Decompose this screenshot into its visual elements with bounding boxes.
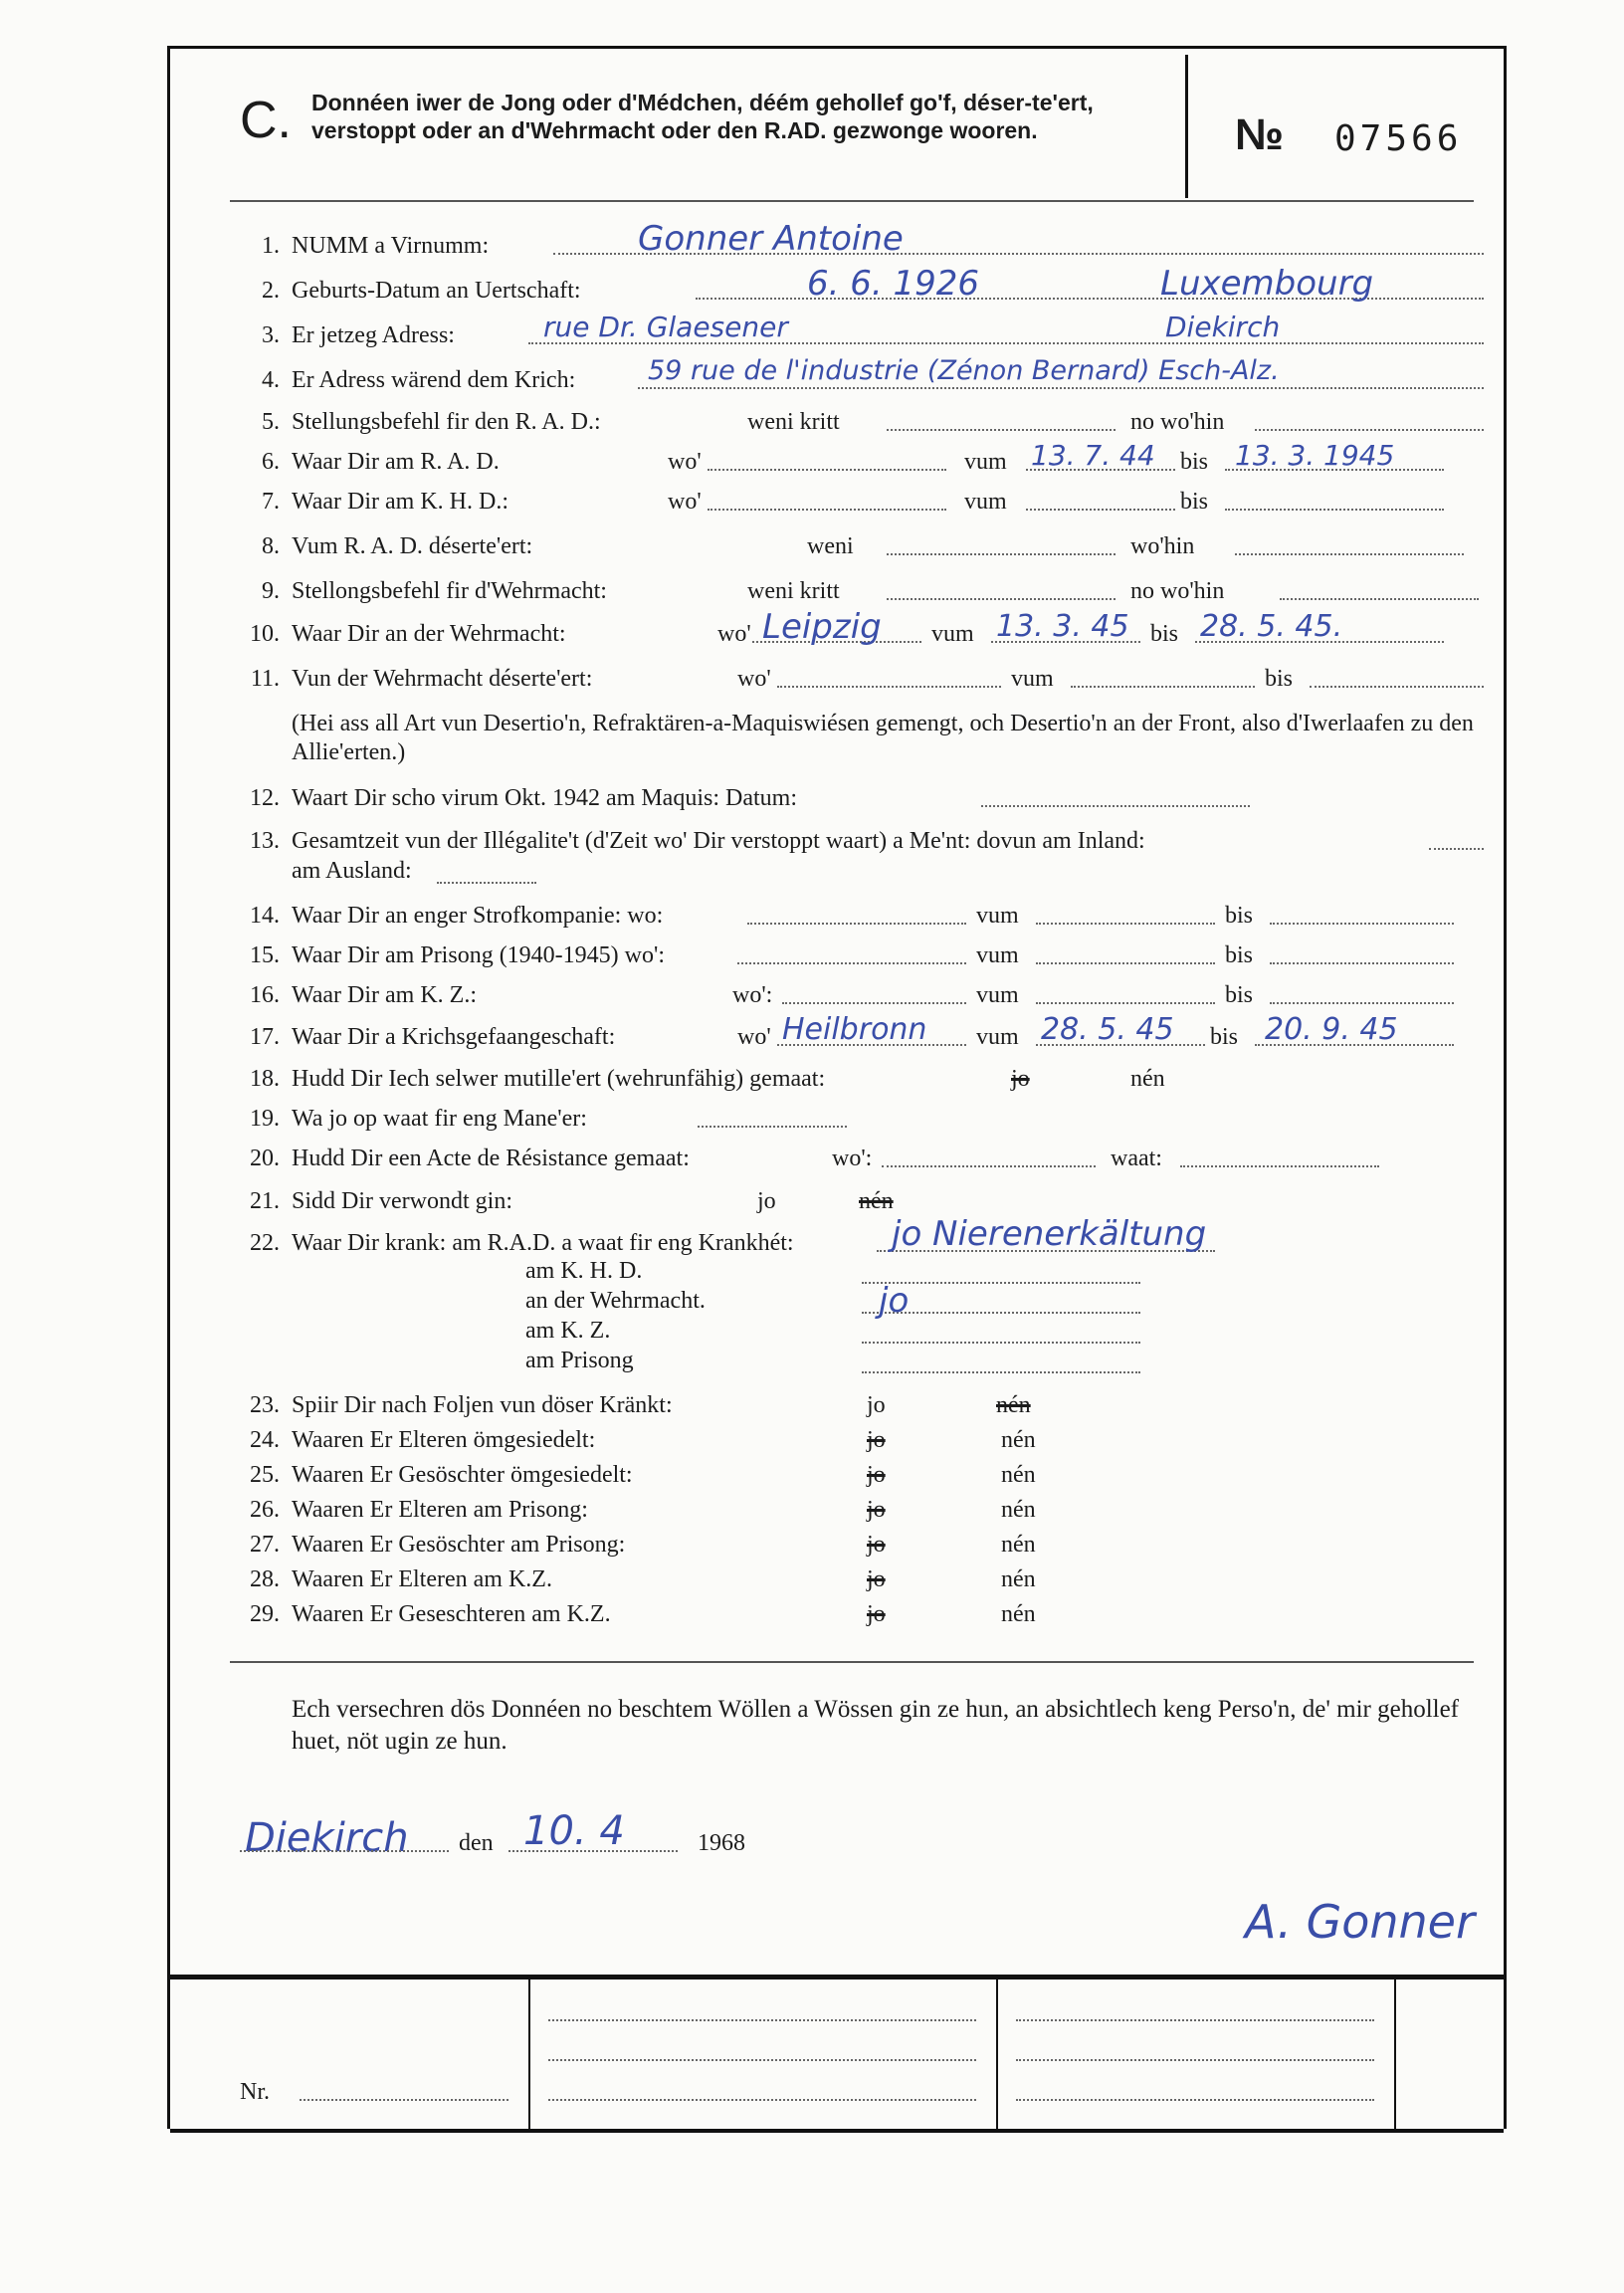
row-number: 29.: [250, 1601, 280, 1627]
option-jo: jo: [867, 1392, 886, 1418]
option-jo: jo: [757, 1188, 776, 1214]
row-label: Waaren Er Geseschteren am K.Z.: [292, 1601, 611, 1627]
field-label: weni kritt: [747, 578, 840, 604]
row-manner: [240, 1106, 1484, 1146]
row-label: Waaren Er Elteren ömgesiedelt:: [292, 1427, 596, 1453]
row-label: Vun der Wehrmacht déserte'ert:: [292, 666, 593, 692]
option-nen-struck: nén: [996, 1392, 1031, 1418]
row-label: Waaren Er Elteren am K.Z.: [292, 1566, 552, 1592]
den-label: den: [459, 1830, 494, 1856]
option-nen: nén: [1001, 1566, 1036, 1592]
row-label: Waar Dir an enger Strofkompanie: wo:: [292, 903, 664, 929]
fill-line: [708, 449, 946, 471]
fill-line: [548, 2079, 976, 2101]
row-rad-desert: [240, 533, 1484, 573]
field-label: vum: [964, 489, 1007, 515]
row-label: Geburts-Datum an Uertschaft:: [292, 278, 581, 304]
row-parents-kz: [240, 1566, 1484, 1606]
header-divider: [1185, 55, 1188, 198]
row-number: 20.: [250, 1146, 280, 1171]
fill-line: [1180, 1146, 1379, 1167]
row-number: 27.: [250, 1532, 280, 1558]
header-rule: [230, 200, 1474, 202]
fill-line: [1270, 982, 1454, 1004]
row-wehrmacht-desert: [240, 666, 1484, 706]
row-number: 7.: [262, 489, 280, 515]
option-nen: nén: [1001, 1532, 1036, 1558]
field-label: bis: [1150, 621, 1179, 647]
field-label: vum: [1011, 666, 1054, 692]
row-maquis: [240, 785, 1484, 825]
field-label: vum: [976, 982, 1019, 1008]
handwritten-birth-place: Luxembourg: [1160, 264, 1374, 304]
fill-line: [437, 862, 536, 884]
field-label: wo': [737, 1024, 771, 1050]
row-number: 5.: [262, 409, 280, 435]
handwritten-pow-place: Heilbronn: [782, 1012, 927, 1047]
fill-line: [1036, 903, 1215, 925]
fill-line: [1310, 666, 1484, 688]
row-label: Waaren Er Gesöschter am Prisong:: [292, 1532, 626, 1558]
fill-line: [887, 533, 1116, 555]
sick-sub-khd: am K. H. D.: [525, 1258, 643, 1284]
fill-line: [708, 489, 946, 511]
handwritten-sick-wehrmacht: jo: [879, 1281, 910, 1321]
option-nen: nén: [1130, 1066, 1165, 1092]
field-label: wo': [668, 449, 702, 475]
row-number: 17.: [250, 1024, 280, 1050]
row-number: 16.: [250, 982, 280, 1008]
option-jo-struck: jo: [867, 1497, 886, 1523]
handwritten-rad-from: 13. 7. 44: [1031, 439, 1155, 472]
row-number: 10.: [250, 621, 280, 647]
row-number: 13.: [250, 828, 280, 854]
fill-line: [1016, 2039, 1374, 2061]
handwritten-place: Diekirch: [245, 1815, 409, 1861]
option-nen: nén: [1001, 1462, 1036, 1488]
handwritten-pow-from: 28. 5. 45: [1041, 1012, 1174, 1047]
signature: A. Gonner: [1245, 1895, 1475, 1949]
handwritten-date: 10. 4: [523, 1808, 625, 1854]
row-label: Waart Dir scho virum Okt. 1942 am Maquis: Datum:: [292, 785, 797, 811]
row-number: 26.: [250, 1497, 280, 1523]
form-header: [170, 49, 1504, 198]
field-label: vum: [931, 621, 974, 647]
row11-note: (Hei ass all Art vun Desertio'n, Refraktären-a-Maquiswiésen gemengt, och Desertio'n an der Front, also d'Iwerlaafen zu den Allie'erten.): [292, 711, 1474, 765]
row-number: 3.: [262, 322, 280, 348]
option-jo-struck: jo: [867, 1601, 886, 1627]
row-number: 21.: [250, 1188, 280, 1214]
option-jo-struck: jo: [867, 1462, 886, 1488]
option-jo-struck: jo: [867, 1427, 886, 1453]
row-label: Hudd Dir Iech selwer mutille'ert (wehrunfähig) gemaat:: [292, 1066, 826, 1092]
field-label: bis: [1225, 982, 1254, 1008]
fill-line: [698, 1106, 847, 1128]
field-label: no wo'hin: [1130, 409, 1225, 435]
fill-line: [747, 903, 966, 925]
option-nen-struck: nén: [859, 1188, 894, 1214]
box-divider: [1394, 1980, 1396, 2129]
row-parents-resettled: [240, 1427, 1484, 1467]
row-number: 9.: [262, 578, 280, 604]
row-parents-prison: [240, 1497, 1484, 1537]
field-label: wo':: [732, 982, 773, 1008]
row-label: Waar Dir am R. A. D.: [292, 449, 500, 475]
row-strafkompanie: [240, 903, 1484, 942]
row-number: 28.: [250, 1566, 280, 1592]
row-number: 8.: [262, 533, 280, 559]
sick-sub-kz: am K. Z.: [525, 1318, 611, 1344]
fill-line: [548, 1999, 976, 2021]
row-label: Waaren Er Gesöschter ömgesiedelt:: [292, 1462, 633, 1488]
fill-line: [1036, 942, 1215, 964]
row-siblings-resettled: [240, 1462, 1484, 1502]
handwritten-name: Gonner Antoine: [638, 219, 904, 259]
form-number: 07566: [1334, 118, 1463, 159]
row-number: 14.: [250, 903, 280, 929]
handwritten-birth-date: 6. 6. 1926: [807, 264, 980, 304]
row-number: 18.: [250, 1066, 280, 1092]
handwritten-war-address: 59 rue de l'industrie (Zénon Bernard) Esch-Alz.: [648, 355, 1280, 386]
row-number: 25.: [250, 1462, 280, 1488]
option-nen: nén: [1001, 1497, 1036, 1523]
field-label: bis: [1180, 449, 1209, 475]
handwritten-rad-to: 13. 3. 1945: [1235, 439, 1395, 472]
fill-line: [240, 1830, 449, 1852]
option-jo-struck: jo: [1011, 1066, 1030, 1092]
fill-line: [737, 942, 966, 964]
row-label: Waar Dir am K. H. D.:: [292, 489, 509, 515]
fill-line: [1071, 666, 1255, 688]
field-label: vum: [976, 903, 1019, 929]
fill-line: [1270, 942, 1454, 964]
row-label: Waaren Er Elteren am Prisong:: [292, 1497, 588, 1523]
form-title: Donnéen iwer de Jong oder d'Médchen, déém gehollef go'f, déser-te'ert, verstoppt oder an d'Wehrmacht oder den R.AD. gezwonge wooren.: [311, 90, 1094, 143]
handwritten-wehrmacht-place: Leipzig: [762, 607, 882, 647]
row-number: 22.: [250, 1230, 280, 1256]
handwritten-address: rue Dr. Glaesener: [543, 311, 788, 343]
row-number: 15.: [250, 942, 280, 968]
fill-line: [1235, 533, 1464, 555]
option-jo-struck: jo: [867, 1532, 886, 1558]
declaration-rule: [230, 1661, 1474, 1663]
row-label: Waar Dir am K. Z.:: [292, 982, 477, 1008]
fill-line: [1036, 982, 1215, 1004]
row-label: Er Adress wärend dem Krich:: [292, 367, 576, 393]
handwritten-wehrmacht-to: 28. 5. 45.: [1200, 609, 1343, 644]
fill-line: [981, 785, 1250, 807]
fill-line: [887, 409, 1116, 431]
declaration-text: Ech versechren dös Donnéen no beschtem Wöllen a Wössen gin ze hun, an absichtlech keng Perso'n, de' mir gehollef huet, nöt ugin ze hun.: [292, 1696, 1460, 1755]
handwritten-town: Diekirch: [1165, 311, 1281, 343]
row-illegality: [240, 828, 1484, 868]
row-khd: [240, 489, 1484, 528]
field-label: vum: [976, 1024, 1019, 1050]
option-jo-struck: jo: [867, 1566, 886, 1592]
row-label: Waar Dir am Prisong (1940-1945) wo':: [292, 942, 665, 968]
row-number: 19.: [250, 1106, 280, 1132]
row-label: Spiir Dir nach Foljen vun döser Kränkt:: [292, 1392, 673, 1418]
form-page: [167, 46, 1507, 2129]
field-label: weni kritt: [747, 409, 840, 435]
row-label: Er jetzeg Adress:: [292, 322, 455, 348]
row-number: 6.: [262, 449, 280, 475]
year: 1968: [698, 1830, 745, 1856]
field-label: bis: [1180, 489, 1209, 515]
row-prisong: [240, 942, 1484, 982]
row-number: 12.: [250, 785, 280, 811]
field-label: bis: [1225, 942, 1254, 968]
row-label: Waar Dir krank: am R.A.D. a waat fir eng Krankhét:: [292, 1230, 794, 1256]
fill-line: [548, 2039, 976, 2061]
fill-line: [782, 982, 966, 1004]
option-nen: nén: [1001, 1601, 1036, 1627]
row-number: 23.: [250, 1392, 280, 1418]
field-label: wo': [737, 666, 771, 692]
field-label: wo':: [832, 1146, 873, 1171]
box-divider: [528, 1980, 530, 2129]
field-label: bis: [1210, 1024, 1239, 1050]
row-birth: [240, 264, 1484, 317]
fill-line: [1429, 828, 1484, 850]
bottom-box-bottom: [170, 2129, 1504, 2133]
handwritten-illness: jo Nierenerkältung: [892, 1214, 1207, 1254]
field-label: wo': [668, 489, 702, 515]
field-label: no wo'hin: [1130, 578, 1225, 604]
row-label: Vum R. A. D. déserte'ert:: [292, 533, 533, 559]
section-letter: C.: [240, 92, 292, 149]
row13-line2: am Ausland:: [292, 858, 412, 884]
row-siblings-kz: [240, 1601, 1484, 1641]
row-label: Stellongsbefehl fir d'Wehrmacht:: [292, 578, 607, 604]
field-label: vum: [976, 942, 1019, 968]
fill-line: [1225, 489, 1444, 511]
number-sign: №: [1235, 110, 1285, 159]
fill-line: [1016, 1999, 1374, 2021]
field-label: wo'hin: [1130, 533, 1195, 559]
row-label: Sidd Dir verwondt gin:: [292, 1188, 512, 1214]
row-siblings-prison: [240, 1532, 1484, 1571]
row-war-address: [240, 355, 1484, 407]
fill-line: [777, 666, 1001, 688]
row-label: NUMM a Virnumm:: [292, 233, 490, 259]
fill-line: [1270, 903, 1454, 925]
row-label: Hudd Dir een Acte de Résistance gemaat:: [292, 1146, 690, 1171]
field-label: waat:: [1111, 1146, 1162, 1171]
field-label: vum: [964, 449, 1007, 475]
handwritten-wehrmacht-from: 13. 3. 45: [996, 609, 1129, 644]
nr-label: Nr.: [240, 2079, 270, 2105]
field-label: bis: [1265, 666, 1294, 692]
row-wehrmacht: [240, 607, 1484, 661]
sick-sub-prisong: am Prisong: [525, 1348, 634, 1373]
fill-line: [1026, 489, 1175, 511]
option-nen: nén: [1001, 1427, 1036, 1453]
fill-line: [1255, 409, 1484, 431]
fill-line: [1280, 578, 1479, 600]
row-number: 1.: [262, 233, 280, 259]
row-label: Gesamtzeit vun der Illégalite't (d'Zeit wo' Dir verstoppt waart) a Me'nt: dovun am Inland:: [292, 828, 1145, 854]
field-label: wo': [717, 621, 751, 647]
fill-line: [887, 578, 1116, 600]
row-self-mutilation: [240, 1066, 1484, 1106]
row-label: Waar Dir an der Wehrmacht:: [292, 621, 566, 647]
row-number: 11.: [250, 666, 280, 692]
handwritten-pow-to: 20. 9. 45: [1265, 1012, 1398, 1047]
field-label: weni: [807, 533, 854, 559]
row-rad: [240, 439, 1484, 489]
fill-line: [300, 2079, 508, 2101]
row-resistance: [240, 1146, 1484, 1185]
row-number: 2.: [262, 278, 280, 304]
fill-line: [1016, 2079, 1374, 2101]
row-wounded: [240, 1188, 1484, 1228]
row-label: Wa jo op waat fir eng Mane'er:: [292, 1106, 587, 1132]
row-label: Waar Dir a Krichsgefaangeschaft:: [292, 1024, 616, 1050]
row-number: 24.: [250, 1427, 280, 1453]
sick-sub-wehrmacht: an der Wehrmacht.: [525, 1288, 706, 1314]
row-number: 4.: [262, 367, 280, 393]
fill-line: [882, 1146, 1096, 1167]
box-divider: [996, 1980, 998, 2129]
bottom-box-top: [170, 1975, 1504, 1980]
row-pow: [240, 1012, 1484, 1064]
row-label: Stellungsbefehl fir den R. A. D.:: [292, 409, 601, 435]
fill-line: [862, 1352, 1140, 1373]
field-label: bis: [1225, 903, 1254, 929]
fill-line: [862, 1322, 1140, 1344]
row-consequences: [240, 1392, 1484, 1432]
